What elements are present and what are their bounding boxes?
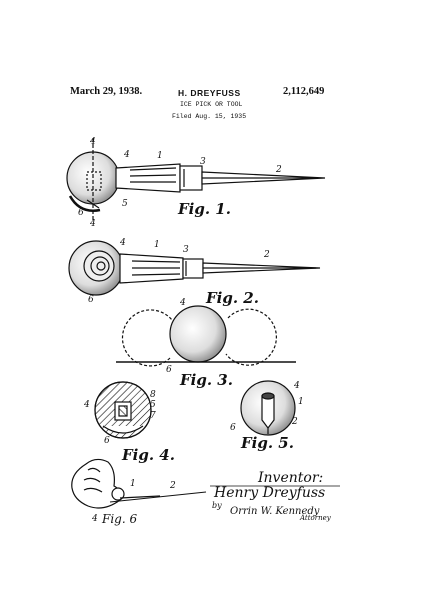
fig-1-ref-5: 5	[122, 199, 128, 209]
fig-4-ref-4: 4	[84, 400, 90, 410]
fig-1-ref-4-bottom: 4	[90, 219, 96, 229]
fig-6-ref-1: 1	[130, 479, 136, 489]
fig-4-ref-5: 5	[150, 400, 156, 410]
by-label: by	[212, 501, 222, 510]
fig-3-ref-6: 6	[166, 365, 172, 375]
attorney-label: Attorney	[300, 514, 331, 522]
fig-1-label: Fig. 1.	[178, 200, 231, 218]
attorney-signature: Orrin W. Kennedy	[230, 506, 320, 517]
fig-2-drawing	[69, 241, 320, 295]
fig-2-ref-1: 1	[154, 240, 160, 250]
fig-5-ref-4: 4	[294, 381, 300, 391]
header-patent-number: 2,112,649	[283, 86, 325, 97]
fig-1-ref-2: 2	[276, 165, 282, 175]
fig-2-ref-3: 3	[183, 245, 189, 255]
fig-6-ref-2: 2	[170, 481, 176, 491]
header-inventor-name: H. DREYFUSS	[178, 88, 241, 98]
fig-1-ref-6: 6	[78, 208, 84, 218]
fig-1-ref-3: 3	[200, 157, 206, 167]
inventor-signature: Henry Dreyfuss	[214, 485, 326, 501]
inventor-label: Inventor:	[258, 470, 324, 486]
fig-3-ref-4: 4	[180, 298, 186, 308]
fig-6-ref-4: 4	[92, 514, 98, 524]
fig-6-drawing	[72, 459, 206, 508]
fig-6-label: Fig. 6	[102, 512, 138, 526]
fig-2-label: Fig. 2.	[206, 289, 259, 307]
fig-1-ref-4-top: 4	[90, 137, 96, 147]
fig-4-ref-6: 6	[104, 436, 110, 446]
fig-4-ref-8: 8	[150, 390, 156, 400]
header-date: March 29, 1938.	[70, 86, 143, 97]
fig-5-label: Fig. 5.	[241, 434, 294, 452]
fig-5-ref-2: 2	[292, 417, 298, 427]
fig-1-ref-1: 1	[157, 151, 163, 161]
fig-1-ref-4: 4	[124, 150, 130, 160]
fig-4-label: Fig. 4.	[122, 446, 175, 464]
fig-2-ref-6: 6	[88, 295, 94, 305]
fig-3-drawing	[116, 306, 296, 366]
fig-2-ref-2: 2	[264, 250, 270, 260]
header-title: ICE PICK OR TOOL	[180, 101, 243, 108]
header-filed-date: Filed Aug. 15, 1935	[172, 113, 247, 120]
fig-4-drawing	[95, 382, 151, 438]
fig-4-ref-7: 7	[150, 411, 156, 421]
fig-5-ref-1: 1	[298, 397, 304, 407]
fig-5-drawing	[241, 381, 295, 435]
fig-2-ref-4: 4	[120, 238, 126, 248]
fig-3-label: Fig. 3.	[180, 371, 233, 389]
fig-5-ref-6: 6	[230, 423, 236, 433]
